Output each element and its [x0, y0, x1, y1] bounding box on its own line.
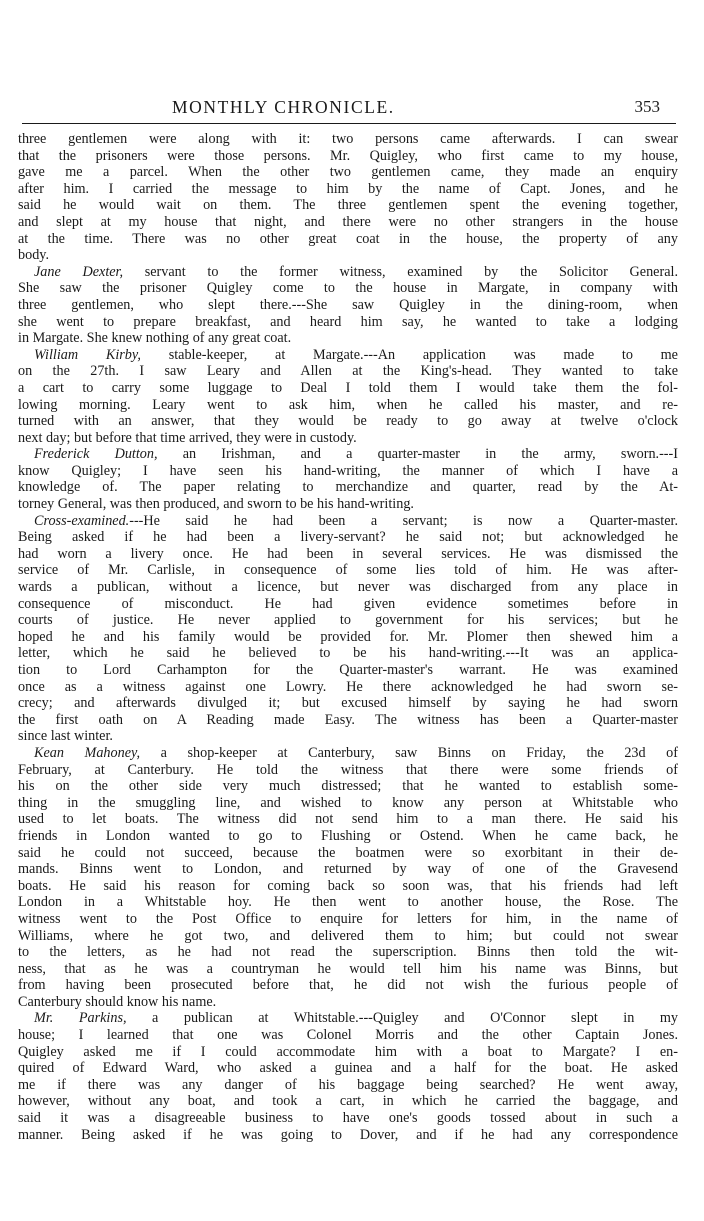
line-text: London in a Whitstable hoy. He then went to another house, the Rose. The [18, 894, 678, 911]
page-number: 353 [634, 97, 660, 116]
line-text: however, without any boat, and took a cart, in which he carried the baggage, and [18, 1093, 678, 1110]
witness-name: Cross-examined. [34, 512, 130, 529]
line-text: consequence of misconduct. He had given evidence sometimes before in [18, 595, 678, 612]
line-text: servant to the former witness, examined by the Solicitor General. [123, 263, 678, 280]
line-text: house; I learned that one was Colonel Morris and the other Captain Jones. [18, 1027, 678, 1044]
text-line [18, 1060, 678, 1077]
line-text: tion to Lord Carhampton for the Quarter-master's warrant. He was examined [18, 662, 678, 678]
text-line [18, 795, 678, 812]
text-line [18, 264, 678, 281]
line-text: stable-keeper, at Margate.---An application was made to me [140, 346, 678, 363]
text-line [18, 861, 678, 878]
text-line [18, 811, 678, 828]
line-text: said he could not succeed, because the boatmen were so exorbitant in their de- [18, 844, 678, 861]
line-text: She saw the prisoner Quigley come to the house in Margate, in company with [18, 280, 678, 297]
text-line [18, 629, 678, 646]
line-text: turned with an answer, that they would be ready to go away at twelve o'clock [18, 413, 678, 430]
text-line [18, 380, 678, 397]
text-line [18, 679, 678, 696]
text-line [18, 1027, 678, 1044]
line-text: service of Mr. Carlisle, in consequence of some lies told of him. He was after- [18, 562, 678, 579]
witness-name: William Kirby, [34, 346, 141, 363]
text-line [18, 977, 678, 994]
line-text: she went to prepare breakfast, and heard him say, he wanted to take a lodging [18, 313, 678, 330]
text-line [18, 247, 678, 264]
line-text: had worn a livery once. He had been in several services. He was dismissed the [18, 545, 678, 562]
line-text: the first oath on A Reading made Easy. The witness has been a Quarter-master [18, 711, 678, 728]
witness-name: Kean Mahoney, [34, 744, 141, 761]
line-text: that the prisoners were those persons. Mr. Quigley, who first came to my house, [18, 147, 678, 164]
text-line [18, 928, 678, 945]
line-text: used to let boats. The witness did not send him to a man there. He said his [18, 811, 678, 828]
line-text: said it was a disagreeable business to have one's goods tossed about in such a [18, 1110, 678, 1127]
text-line [18, 596, 678, 613]
line-text: his on the other side very much distressed; that he wanted to establish some- [18, 778, 678, 795]
text-line [18, 1093, 678, 1110]
text-line [18, 529, 678, 546]
header-rule [22, 123, 676, 124]
line-text: mands. Binns went to London, and returned by way of one of the Gravesend [18, 861, 678, 878]
text-line [18, 330, 678, 347]
text-line [18, 612, 678, 629]
text-line [18, 695, 678, 712]
text-line [18, 479, 678, 496]
text-line [18, 961, 678, 978]
text-line [18, 745, 678, 762]
line-text: a shop-keeper at Canterbury, saw Binns on Friday, the 23d of [140, 744, 678, 761]
line-text: Quigley asked me if I could accommodate him with a boat to Margate? I en- [18, 1043, 678, 1060]
text-line [18, 662, 678, 679]
line-text: crecy; and afterwards divulged it; but excused himself by saying he had sworn [18, 695, 678, 712]
text-line [18, 878, 678, 895]
text-line [18, 131, 678, 148]
text-line [18, 148, 678, 165]
text-line [18, 214, 678, 231]
text-line [18, 994, 678, 1011]
line-text: torney General, was then produced, and sworn to be his hand-writing. [18, 496, 414, 513]
text-line [18, 728, 678, 745]
text-line [18, 314, 678, 331]
line-text: manner. Being asked if he was going to Dover, and if he had any correspondence [18, 1126, 678, 1143]
text-line [18, 944, 678, 961]
text-line [18, 1010, 678, 1027]
line-text: three gentlemen were along with it: two persons came afterwards. I can swear [18, 131, 678, 147]
line-text: wards a publican, without a licence, but never was discharged from any place in [18, 579, 678, 596]
line-text: said he would wait on them. The three gentlemen spent the evening together, [18, 197, 678, 214]
text-line [18, 845, 678, 862]
text-line [18, 164, 678, 181]
line-text: quired of Edward Ward, who asked a guinea and a half for the boat. He asked [18, 1060, 678, 1077]
text-line [18, 911, 678, 928]
line-text: ---He said he had been a servant; is now a Quarter-master. [129, 512, 678, 529]
line-text: once as a witness against one Lowry. He there acknowledged he had sworn se- [18, 678, 678, 695]
text-line [18, 496, 678, 513]
page-header [28, 97, 676, 123]
text-line [18, 579, 678, 596]
line-text: at the time. There was no other great coat in the house, the property of any [18, 230, 678, 247]
line-text: on the 27th. I saw Leary and Allen at the King's-head. They wanted to take [18, 363, 678, 380]
line-text: in Margate. She knew nothing of any great coat. [18, 330, 292, 347]
line-text: friends in London wanted to go to Flushing or Ostend. When he came back, he [18, 827, 678, 844]
line-text: body. [18, 247, 49, 264]
text-line [18, 894, 678, 911]
text-line [18, 1127, 678, 1144]
line-text: Being asked if he had been a livery-servant? he said not; but acknowledged he [18, 529, 678, 546]
witness-name: Mr. Parkins, [34, 1010, 127, 1027]
line-text: letter, which he said he believed to be his hand-writing.---It was an applica- [18, 645, 678, 662]
line-text: to the letters, as he had not read the superscription. Binns then told the wit- [18, 944, 678, 961]
text-line [18, 231, 678, 248]
line-text: and slept at my house that night, and there were no other strangers in the house [18, 213, 678, 230]
text-line [18, 562, 678, 579]
line-text: after him. I carried the message to him by the name of Capt. Jones, and he [18, 180, 678, 197]
line-text: gave me a parcel. When the other two gentlemen came, they made an enquiry [18, 164, 678, 181]
text-line [18, 1044, 678, 1061]
line-text: Williams, where he got two, and delivered them to him; but could not swear [18, 927, 678, 944]
text-line [18, 778, 678, 795]
text-line [18, 397, 678, 414]
line-text: witness went to the Post Office to enquire for letters for him, in the name of [18, 910, 678, 927]
text-line [18, 280, 678, 297]
text-line [18, 413, 678, 430]
running-head: MONTHLY CHRONICLE. [172, 97, 395, 117]
line-text: lowing morning. Leary went to ask him, when he called his master, and re- [18, 396, 678, 413]
line-text: a publican at Whitstable.---Quigley and O'Connor slept in my [126, 1010, 678, 1027]
line-text: know Quigley; I have seen his hand-writing, the manner of which I have a [18, 462, 678, 479]
text-line [18, 463, 678, 480]
line-text: a cart to carry some luggage to Deal I told them I would take them the fol- [18, 379, 678, 396]
text-line [18, 347, 678, 364]
text-line [18, 712, 678, 729]
line-text: knowledge of. The paper relating to merchandize and quarter, read by the At- [18, 479, 678, 496]
text-line [18, 446, 678, 463]
line-text: next day; but before that time arrived, they were in custody. [18, 429, 357, 446]
text-line [18, 197, 678, 214]
line-text: three gentlemen, who slept there.---She saw Quigley in the dining-room, when [18, 296, 678, 313]
line-text: Canterbury should know his name. [18, 993, 217, 1010]
line-text: since last winter. [18, 728, 113, 745]
witness-name: Frederick Dutton, [34, 446, 158, 463]
line-text: from having been prosecuted before that, he did not wish the furious people of [18, 977, 678, 994]
text-line [18, 762, 678, 779]
line-text: thing in the smuggling line, and wished to know any person at Whitstable who [18, 794, 678, 811]
line-text: an Irishman, and a quarter-master in the army, sworn.---I [157, 446, 678, 463]
text-line [18, 430, 678, 447]
line-text: me if there was any danger of his baggage being searched? He went away, [18, 1076, 678, 1093]
text-line [18, 363, 678, 380]
body-text [18, 131, 678, 1143]
text-line [18, 181, 678, 198]
line-text: courts of justice. He never applied to government for his services; but he [18, 612, 678, 629]
line-text: boats. He said his reason for coming back so soon was, that his friends had left [18, 877, 678, 894]
text-line [18, 828, 678, 845]
text-line [18, 513, 678, 530]
text-line [18, 1110, 678, 1127]
text-line [18, 297, 678, 314]
line-text: hoped he and his family would be provided for. Mr. Plomer then shewed him a [18, 628, 678, 645]
witness-name: Jane Dexter, [34, 263, 124, 280]
line-text: February, at Canterbury. He told the witness that there were some friends of [18, 761, 678, 778]
text-line [18, 645, 678, 662]
text-line [18, 1077, 678, 1094]
line-text: ness, that as he was a countryman he would tell him his name was Binns, but [18, 960, 678, 977]
text-line [18, 546, 678, 563]
